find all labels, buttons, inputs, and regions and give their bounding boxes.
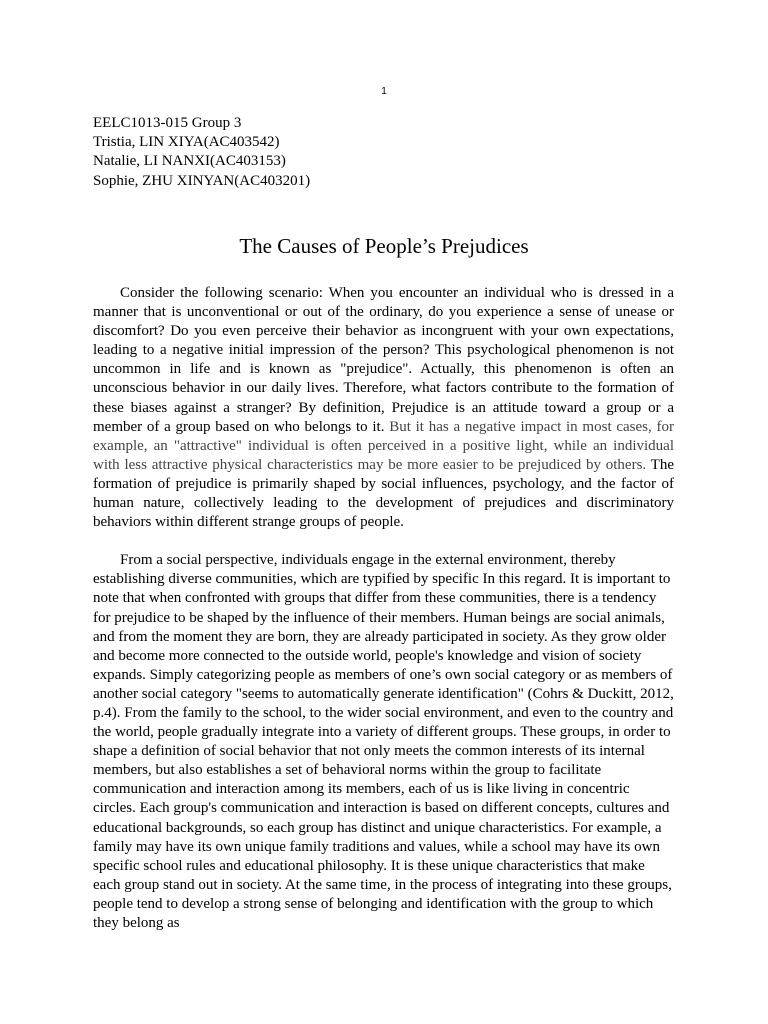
member-line: Tristia, LIN XIYA(AC403542) <box>93 134 280 151</box>
essay-body <box>93 284 674 933</box>
course-line: EELC1013-015 Group 3 <box>93 115 242 131</box>
member-line: Sophie, ZHU XINYAN(AC403201) <box>93 172 311 189</box>
paragraph-text: The formation of prejudice is primarily shaped by social influences, psychology, and the factor of human nature, collectively leading to the development of prejudices and discriminatory behaviors within different strange groups of people. <box>93 456 674 531</box>
member-line: Natalie, LI NANXI(AC403153) <box>93 153 286 170</box>
paragraph-social: From a social perspective, individuals engage in the external environment, thereby establishing diverse communities, which are typified by specific In this regard. It is important to note that when confronted with groups that differ from these communities, there is a tendency for prejudice to be shaped by the influence of their members. Human beings are social animals, and from the moment they are born, they are already participated in society. As they grow older and become more connected to the outside world, people's knowledge and vision of society expands. Simply categorizing people as members of one’s own social category or as members of another social category "seems to automatically generate identification" (Cohrs & Duckitt, 2012, p.4). From the family to the school, to the wider social environment, and even to the country and the world, people gradually integrate into a variety of different groups. These groups, in order to shape a definition of social behavior that not only meets the common interests of its internal members, but also establishes a set of behavioral norms within the group to facilitate communication and interaction among its members, each of us is like living in concentric circles. Each group's communication and interaction is based on different concepts, cultures and educational backgrounds, so each group has distinct and unique characteristics. For example, a family may have its own unique family traditions and values, while a school may have its own specific school rules and educational philosophy. It is these unique characteristics that make each group stand out in society. At the same time, in the process of integrating into these groups, people tend to develop a strong sense of belonging and identification with the group to which they belong as <box>93 552 674 931</box>
paragraph-text: Consider the following scenario: When you encounter an individual who is dressed in a manner that is unconventional or out of the ordinary, do you experience a sense of unease or discomfort? Do you even perceive their behavior as incongruent with your own expectations, leading to a negative initial impression of the person? This psychological phenomenon is not uncommon in life and is known as "prejudice". Actually, this phenomenon is often an unconscious behavior in our daily lives. Therefore, what factors contribute to the formation of these biases against a stranger? By definition, Prejudice is an attitude toward a group or a member of a group based on who belongs to it. <box>93 285 674 435</box>
page-number: 1 <box>381 86 387 97</box>
essay-title: The Causes of People’s Prejudices <box>239 234 529 258</box>
paragraph-text-highlight: But it has a negative impact in most cases, for example, an "attractive" individual is often perceived in a positive light, while an individual with less attractive physical characteristics may be more easier to be prejudiced by others. <box>93 418 674 473</box>
paragraph-intro <box>93 284 674 532</box>
author-header <box>93 114 310 191</box>
